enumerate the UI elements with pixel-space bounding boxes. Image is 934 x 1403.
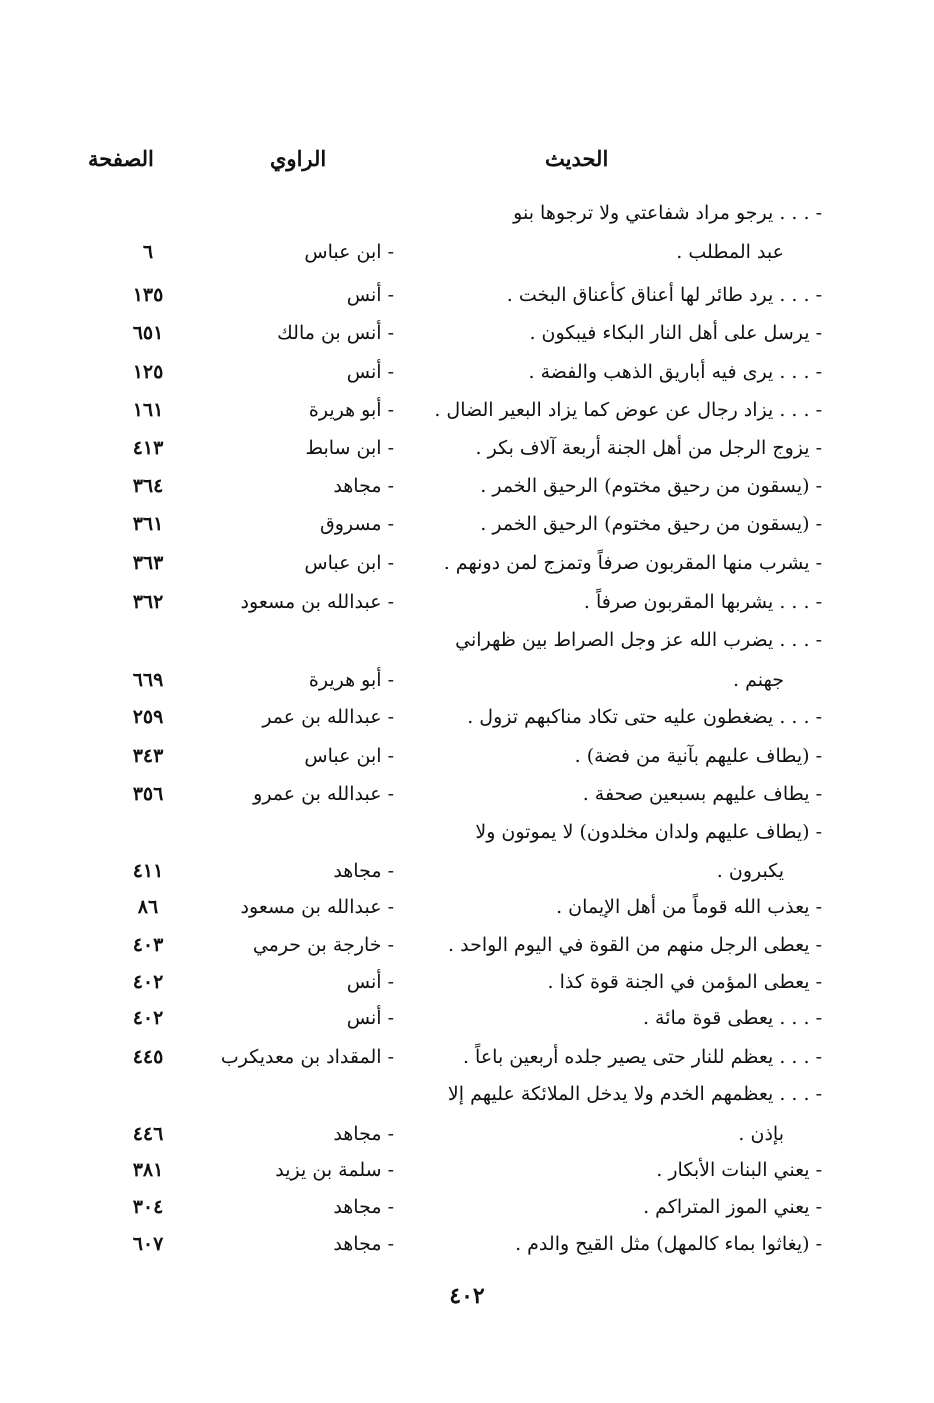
narrator-name: - سلمة بن يزيد bbox=[275, 1159, 394, 1181]
index-row bbox=[0, 193, 934, 233]
hadith-text: - . . . يزاد رجال عن عوض كما يزاد البعير الضال . bbox=[434, 399, 822, 421]
index-row bbox=[0, 962, 934, 1002]
narrator-name: - مجاهد bbox=[333, 1123, 394, 1145]
hadith-text: - (يسقون من رحيق مختوم) الرحيق الخمر . bbox=[480, 475, 822, 497]
page-ref: ١٢٥ bbox=[132, 361, 164, 383]
page-ref: ٣٦١ bbox=[132, 513, 164, 535]
narrator-name: - أبو هريرة bbox=[308, 399, 394, 421]
narrator-name: - ابن سابط bbox=[305, 437, 394, 459]
page-ref: ٦٥١ bbox=[132, 322, 164, 344]
index-row bbox=[0, 697, 934, 737]
page-ref: ٤٠٢ bbox=[132, 971, 164, 993]
page-ref: ٤٠٢ bbox=[132, 1007, 164, 1029]
narrator-name: - أنس bbox=[346, 971, 394, 993]
index-row bbox=[0, 925, 934, 965]
hadith-text: - . . . يرى فيه أباريق الذهب والفضة . bbox=[528, 361, 822, 383]
hadith-text: - يرسل على أهل النار البكاء فيبكون . bbox=[529, 322, 822, 344]
index-row bbox=[0, 390, 934, 430]
page-ref: ٣٨١ bbox=[132, 1159, 164, 1181]
index-row bbox=[0, 582, 934, 622]
narrator-name: - ابن عباس bbox=[304, 745, 394, 767]
hadith-text: - . . . يعظم للنار حتى يصير جلده أربعين باعاً . bbox=[462, 1046, 822, 1068]
hadith-text: - . . . يعطى قوة مائة . bbox=[642, 1007, 822, 1029]
hadith-text: - يعذب الله قوماً من أهل الإيمان . bbox=[556, 896, 822, 918]
index-row bbox=[0, 428, 934, 468]
page-ref: ١٦١ bbox=[132, 399, 164, 421]
hadith-text: - . . . يضغطون عليه حتى تكاد مناكبهم تزول . bbox=[467, 706, 822, 728]
index-row bbox=[0, 1074, 934, 1114]
narrator-name: - مجاهد bbox=[333, 1196, 394, 1218]
index-row bbox=[0, 232, 934, 272]
page-ref: ٤٤٦ bbox=[132, 1123, 164, 1145]
index-row bbox=[0, 998, 934, 1038]
page-ref: ٣٦٤ bbox=[132, 475, 164, 497]
page-ref: ٤١٣ bbox=[132, 437, 164, 459]
index-row bbox=[0, 620, 934, 660]
narrator-name: - عبدالله بن عمرو bbox=[253, 783, 394, 805]
page-ref: ٤٤٥ bbox=[132, 1046, 164, 1068]
narrator-name: - عبدالله بن مسعود bbox=[240, 896, 394, 918]
hadith-text: - . . . يشربها المقربون صرفاً . bbox=[583, 591, 822, 613]
hadith-text: جهنم . bbox=[733, 669, 784, 691]
hadith-text: - (يسقون من رحيق مختوم) الرحيق الخمر . bbox=[480, 513, 822, 535]
page-ref: ٢٥٩ bbox=[132, 706, 164, 728]
narrator-name: - مسروق bbox=[320, 513, 394, 535]
page-ref: ٤٠٣ bbox=[132, 934, 164, 956]
hadith-text: - يزوج الرجل من أهل الجنة أربعة آلاف بكر . bbox=[475, 437, 822, 459]
index-row bbox=[0, 313, 934, 353]
page-ref: ٣٠٤ bbox=[132, 1196, 164, 1218]
hadith-text: - . . . يضرب الله عز وجل الصراط بين ظهراني bbox=[455, 629, 822, 651]
index-row bbox=[0, 887, 934, 927]
index-row bbox=[0, 1224, 934, 1264]
narrator-name: - عبدالله بن عمر bbox=[262, 706, 394, 728]
index-row bbox=[0, 812, 934, 852]
narrator-name: - أنس bbox=[346, 284, 394, 306]
hadith-text: - يشرب منها المقربون صرفاً وتمزج لمن دونهم . bbox=[443, 552, 822, 574]
index-row bbox=[0, 1187, 934, 1227]
narrator-name: - خارجة بن حرمي bbox=[252, 934, 394, 956]
column-header-narrator: الراوي bbox=[270, 146, 327, 171]
hadith-text: يكبرون . bbox=[716, 860, 784, 882]
page-ref: ٣٥٦ bbox=[132, 783, 164, 805]
index-row bbox=[0, 466, 934, 506]
page-ref: ٣٤٣ bbox=[132, 745, 164, 767]
narrator-name: - أبو هريرة bbox=[308, 669, 394, 691]
column-header-hadith: الحديث bbox=[545, 146, 609, 171]
narrator-name: - مجاهد bbox=[333, 860, 394, 882]
narrator-name: - ابن عباس bbox=[304, 552, 394, 574]
index-row bbox=[0, 1150, 934, 1190]
hadith-text: عبد المطلب . bbox=[676, 241, 784, 263]
hadith-text: - يعطى الرجل منهم من القوة في اليوم الواحد . bbox=[448, 934, 822, 956]
narrator-name: - أنس بن مالك bbox=[277, 322, 394, 344]
page-number: ٤٠٢ bbox=[449, 1283, 485, 1309]
index-row bbox=[0, 352, 934, 392]
page-ref: ٦ bbox=[142, 241, 154, 263]
page-ref: ٦٠٧ bbox=[132, 1233, 164, 1255]
page-ref: ٣٦٣ bbox=[132, 552, 164, 574]
hadith-text: - يعني الموز المتراكم . bbox=[643, 1196, 822, 1218]
page-ref: ٤١١ bbox=[132, 860, 164, 882]
hadith-text: - يطاف عليهم بسبعين صحفة . bbox=[582, 783, 822, 805]
hadith-text: بإذن . bbox=[738, 1123, 784, 1145]
index-row bbox=[0, 543, 934, 583]
page-ref: ٣٦٢ bbox=[132, 591, 164, 613]
index-row bbox=[0, 504, 934, 544]
index-row bbox=[0, 660, 934, 700]
narrator-name: - ابن عباس bbox=[304, 241, 394, 263]
hadith-text: - (يطاف عليهم بآنية من فضة) . bbox=[574, 745, 822, 767]
page-ref: ٨٦ bbox=[137, 896, 159, 918]
narrator-name: - مجاهد bbox=[333, 1233, 394, 1255]
column-header-page: الصفحة bbox=[88, 146, 154, 171]
hadith-text: - . . . يرجو مراد شفاعتي ولا ترجوها بنو bbox=[513, 202, 822, 224]
hadith-text: - يعطى المؤمن في الجنة قوة كذا . bbox=[547, 971, 822, 993]
index-row bbox=[0, 1037, 934, 1077]
hadith-text: - يعني البنات الأبكار . bbox=[656, 1159, 822, 1181]
narrator-name: - عبدالله بن مسعود bbox=[240, 591, 394, 613]
page-ref: ١٣٥ bbox=[132, 284, 164, 306]
hadith-text: - . . . يرد طائر لها أعناق كأعناق البخت . bbox=[506, 284, 822, 306]
narrator-name: - أنس bbox=[346, 361, 394, 383]
index-row bbox=[0, 1114, 934, 1154]
hadith-text: - (يغاثوا بماء كالمهل) مثل القيح والدم . bbox=[515, 1233, 822, 1255]
narrator-name: - المقداد بن معديكرب bbox=[220, 1046, 394, 1068]
index-row bbox=[0, 275, 934, 315]
narrator-name: - أنس bbox=[346, 1007, 394, 1029]
hadith-text: - . . . يعظمهم الخدم ولا يدخل الملائكة عليهم إلا bbox=[447, 1083, 822, 1105]
narrator-name: - مجاهد bbox=[333, 475, 394, 497]
index-row bbox=[0, 774, 934, 814]
hadith-text: - (يطاف عليهم ولدان مخلدون) لا يموتون ولا bbox=[475, 821, 822, 843]
page-ref: ٦٦٩ bbox=[132, 669, 164, 691]
index-row bbox=[0, 736, 934, 776]
index-row bbox=[0, 851, 934, 891]
